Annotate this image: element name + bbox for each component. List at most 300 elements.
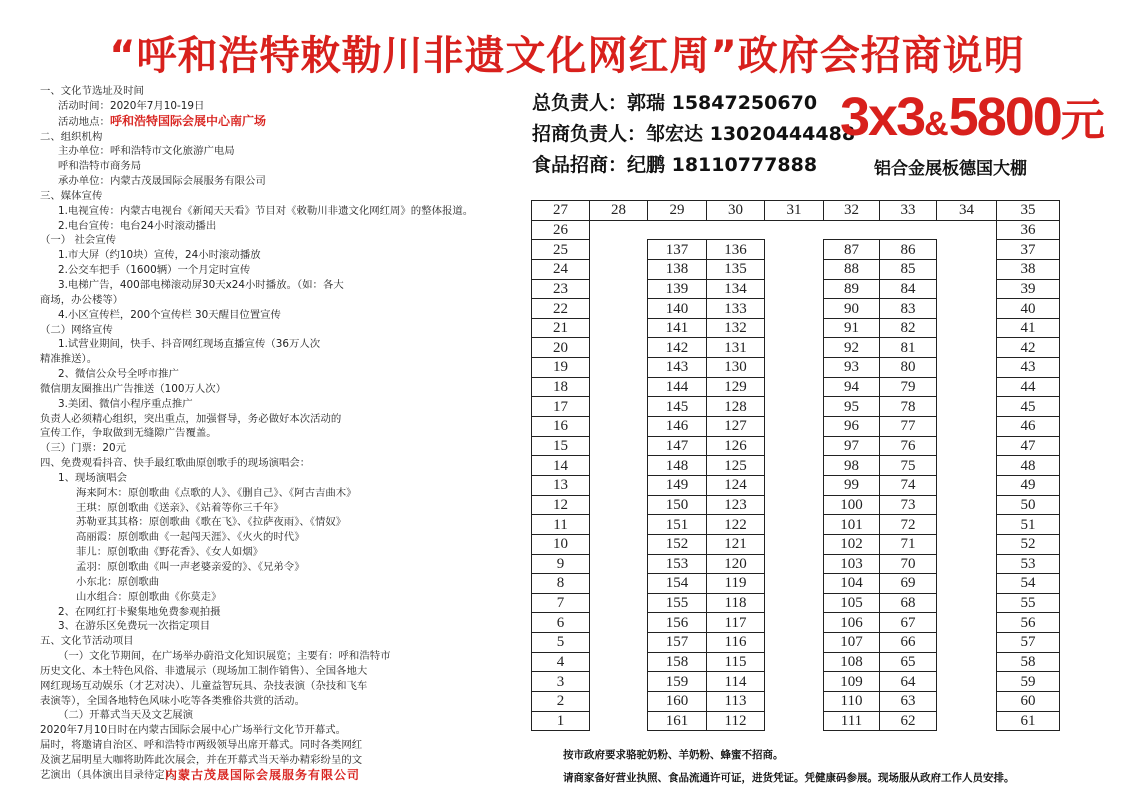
booth-row [532,417,1060,437]
booth-row [532,574,1060,594]
description-line: 网红现场互动娱乐（才艺对决）、儿童益智玩具、杂技表演（杂技和飞车 [40,679,368,692]
booth-cell: 158 [648,652,707,672]
booth-cell [765,475,824,495]
description-line: 微信朋友圈推出广告推送（100万人次） [40,382,227,395]
booth-cell [937,436,997,456]
booth-cell: 133 [707,299,765,319]
booth-cell: 4 [532,652,590,672]
booth-cell: 139 [648,279,707,299]
booth-cell: 50 [997,495,1060,515]
booth-cell: 108 [824,652,880,672]
booth-cell: 156 [648,613,707,633]
booth-cell [824,220,880,240]
description-line: 小东北：原创歌曲 [76,575,160,588]
tent-label: 铝合金展板德国大棚 [874,159,1027,179]
booth-cell [937,652,997,672]
booth-cell: 65 [880,652,937,672]
booth-cell [937,692,997,712]
description-line: 商场，办公楼等） [40,293,124,306]
booth-cell [937,672,997,692]
description-line: 表演等），全国各地特色风味小吃等各类雅俗共赏的活动。 [40,694,305,707]
booth-row [532,318,1060,338]
booth-cell: 15 [532,436,590,456]
booth-cell [590,672,648,692]
booth-cell: 29 [648,201,707,221]
booth-row [532,633,1060,653]
description-line: 1、现场演唱会 [58,471,127,484]
booth-cell [937,456,997,476]
booth-cell [937,338,997,358]
booth-cell: 106 [824,613,880,633]
contact-general-manager: 总负责人：郭瑞 15847250670 [532,92,818,114]
booth-cell: 136 [707,240,765,260]
description-line: 高丽霞：原创歌曲《一起闯天涯》、《火火的时代》 [76,531,305,544]
description-line: 2、微信公众号全呼市推广 [58,368,179,381]
booth-cell: 25 [532,240,590,260]
booth-cell [937,279,997,299]
booth-row [532,456,1060,476]
description-line: 3、在游乐区免费玩一次指定项目 [58,620,211,633]
description-line: 及演艺届明星大咖将助阵此次展会，并在开幕式当天举办精彩纷呈的文 [40,753,363,766]
note-requirements: 请商家备好营业执照、食品流通许可证，进货凭证。凭健康码参展。现场服从政府工作人员安排。 [563,772,1015,784]
booth-cell: 33 [880,201,937,221]
booth-cell [590,279,648,299]
booth-cell: 16 [532,417,590,437]
booth-cell [937,259,997,279]
booth-cell [590,456,648,476]
description-line: 负责人必须精心组织，突出重点，加强督导，务必做好本次活动的 [40,412,342,425]
booth-cell: 3 [532,672,590,692]
booth-cell: 143 [648,358,707,378]
booth-row [532,377,1060,397]
booth-cell [765,299,824,319]
booth-cell [765,436,824,456]
booth-cell: 138 [648,259,707,279]
booth-cell: 23 [532,279,590,299]
booth-cell: 35 [997,201,1060,221]
description-line: 1.试营业期间，快手、抖音网红现场直播宣传（36万人次 [58,338,321,351]
booth-cell: 14 [532,456,590,476]
booth-cell: 18 [532,377,590,397]
booth-cell: 137 [648,240,707,260]
booth-cell: 60 [997,692,1060,712]
booth-cell [937,397,997,417]
booth-cell: 2 [532,692,590,712]
booth-cell: 114 [707,672,765,692]
booth-cell [765,495,824,515]
booth-cell [937,633,997,653]
booth-cell: 7 [532,593,590,613]
description-line: 2.电台宣传：电台24小时滚动播出 [58,219,217,232]
booth-cell: 72 [880,515,937,535]
booth-cell: 161 [648,711,707,731]
booth-cell [765,240,824,260]
booth-cell: 37 [997,240,1060,260]
description-line: 2.公交车把手（1600辆）一个月定时宣传 [58,264,251,277]
booth-cell: 70 [880,554,937,574]
notes [563,744,1015,790]
booth-cell [765,574,824,594]
booth-cell: 86 [880,240,937,260]
description-line: 活动地点：呼和浩特国际会展中心南广场 [58,113,266,128]
booth-row [532,220,1060,240]
description-line: 五、文化节活动项目 [40,635,134,648]
description-line: 承办单位：内蒙古茂晟国际会展服务有限公司 [58,175,266,188]
booth-cell: 124 [707,475,765,495]
booth-cell [937,534,997,554]
booth-cell: 52 [997,534,1060,554]
booth-cell: 77 [880,417,937,437]
booth-cell: 152 [648,534,707,554]
booth-cell: 21 [532,318,590,338]
booth-cell [937,515,997,535]
booth-cell: 49 [997,475,1060,495]
booth-cell: 129 [707,377,765,397]
description-line: 艺演出（具体演出目录待定）。 [40,768,181,781]
booth-cell: 11 [532,515,590,535]
description-line: 呼和浩特市商务局 [58,160,142,173]
booth-cell: 97 [824,436,880,456]
booth-row [532,692,1060,712]
booth-cell: 28 [590,201,648,221]
booth-cell: 149 [648,475,707,495]
booth-row [532,593,1060,613]
booth-cell [765,279,824,299]
booth-cell [590,358,648,378]
booth-cell [765,377,824,397]
booth-row [532,652,1060,672]
booth-cell: 110 [824,692,880,712]
booth-cell: 118 [707,593,765,613]
booth-cell: 24 [532,259,590,279]
booth-row [532,436,1060,456]
booth-cell: 75 [880,456,937,476]
booth-cell: 119 [707,574,765,594]
booth-cell [765,220,824,240]
booth-cell: 66 [880,633,937,653]
booth-cell: 81 [880,338,937,358]
booth-cell [590,259,648,279]
booth-row [532,534,1060,554]
booth-cell [937,358,997,378]
booth-cell: 120 [707,554,765,574]
booth-cell: 51 [997,515,1060,535]
booth-row-top [532,201,1060,221]
booth-cell [590,220,648,240]
booth-cell: 40 [997,299,1060,319]
booth-cell: 47 [997,436,1060,456]
booth-cell [590,515,648,535]
booth-cell [937,554,997,574]
booth-cell: 61 [997,711,1060,731]
booth-cell [765,692,824,712]
booth-row [532,397,1060,417]
booth-cell [590,475,648,495]
booth-cell [707,220,765,240]
description-line: （二）开幕式当天及文艺展演 [58,709,194,722]
booth-cell: 36 [997,220,1060,240]
booth-cell [590,554,648,574]
booth-cell [765,593,824,613]
booth-cell [937,240,997,260]
description-line: 4.小区宣传栏，200个宣传栏 30天醒目位置宣传 [58,308,281,321]
description-line: 二、组织机构 [40,130,103,143]
booth-cell: 63 [880,692,937,712]
description-line: 主办单位：呼和浩特市文化旅游广电局 [58,145,235,158]
booth-cell [937,574,997,594]
booth-cell: 95 [824,397,880,417]
booth-cell [765,534,824,554]
booth-cell: 55 [997,593,1060,613]
booth-cell [765,259,824,279]
booth-row [532,358,1060,378]
booth-cell [590,613,648,633]
booth-cell: 102 [824,534,880,554]
booth-cell: 107 [824,633,880,653]
booth-cell: 26 [532,220,590,240]
booth-cell: 91 [824,318,880,338]
booth-cell [937,495,997,515]
booth-cell [590,377,648,397]
booth-cell: 113 [707,692,765,712]
description-line: 四、免费观看抖音、快手最红歌曲原创歌手的现场演唱会： [40,457,311,470]
booth-cell: 151 [648,515,707,535]
booth-layout-grid [531,200,1060,731]
booth-cell [590,633,648,653]
booth-cell: 153 [648,554,707,574]
booth-row [532,475,1060,495]
booth-row [532,672,1060,692]
booth-cell: 159 [648,672,707,692]
booth-cell [765,318,824,338]
page-title: “呼和浩特敕勒川非遗文化网红周”政府会招商说明 [109,33,1025,79]
booth-cell [765,456,824,476]
booth-cell: 9 [532,554,590,574]
booth-cell: 141 [648,318,707,338]
booth-cell: 150 [648,495,707,515]
booth-cell [648,220,707,240]
booth-cell: 121 [707,534,765,554]
booth-cell [590,574,648,594]
booth-cell: 76 [880,436,937,456]
booth-cell [590,417,648,437]
booth-cell: 148 [648,456,707,476]
description-line: 届时，将邀请自治区、呼和浩特市两级领导出席开幕式。同时各类网红 [40,739,363,752]
booth-cell: 57 [997,633,1060,653]
price-unit: 元 [1060,96,1105,145]
booth-cell [590,436,648,456]
description-line: 3.美团、微信小程序重点推广 [58,397,193,410]
booth-cell: 93 [824,358,880,378]
booth-cell: 8 [532,574,590,594]
booth-cell: 79 [880,377,937,397]
booth-size: 3x3 [840,87,925,147]
booth-cell: 30 [707,201,765,221]
booth-cell: 115 [707,652,765,672]
booth-cell [590,652,648,672]
booth-row [532,613,1060,633]
booth-cell [937,318,997,338]
description-line: 1.市大屏（约10块）宣传，24小时滚动播放 [58,249,261,262]
booth-cell: 34 [937,201,997,221]
description-line: 菲儿：原创歌曲《野花香》、《女人如烟》 [76,546,264,559]
booth-cell: 83 [880,299,937,319]
booth-cell [765,338,824,358]
event-location: 呼和浩特国际会展中心南广场 [109,113,266,128]
booth-cell: 100 [824,495,880,515]
booth-cell: 135 [707,259,765,279]
booth-cell: 89 [824,279,880,299]
booth-cell: 104 [824,574,880,594]
booth-cell: 56 [997,613,1060,633]
description-line: 三、媒体宣传 [40,189,103,202]
booth-cell: 155 [648,593,707,613]
description-line: 山水组合：原创歌曲《你莫走》 [76,590,222,603]
booth-cell [765,554,824,574]
booth-cell: 22 [532,299,590,319]
booth-cell [880,220,937,240]
booth-cell: 84 [880,279,937,299]
booth-cell: 38 [997,259,1060,279]
booth-row [532,711,1060,731]
description-line: 一、文化节选址及时间 [40,85,144,97]
booth-cell: 59 [997,672,1060,692]
booth-cell: 71 [880,534,937,554]
booth-cell [765,515,824,535]
booth-cell: 27 [532,201,590,221]
booth-cell [937,299,997,319]
booth-cell: 140 [648,299,707,319]
booth-cell [937,711,997,731]
description-line: 活动时间：2020年7月10-19日 [58,99,205,112]
booth-cell: 94 [824,377,880,397]
booth-cell [765,417,824,437]
booth-cell: 62 [880,711,937,731]
booth-cell [765,711,824,731]
booth-cell: 12 [532,495,590,515]
description-line: 海来阿木：原创歌曲《点歌的人》、《删自己》、《阿古吉曲木》 [76,486,357,499]
booth-cell [765,652,824,672]
booth-cell: 85 [880,259,937,279]
booth-cell: 99 [824,475,880,495]
booth-price [840,84,1105,148]
booth-cell [765,613,824,633]
booth-cell [937,377,997,397]
note-restriction: 按市政府要求骆驼奶粉、羊奶粉、蜂蜜不招商。 [563,749,784,761]
booth-cell [590,299,648,319]
organizer-company: 内蒙古茂晟国际会展服务有限公司 [165,768,361,782]
booth-cell [937,613,997,633]
booth-cell: 42 [997,338,1060,358]
booth-cell [937,475,997,495]
booth-cell: 126 [707,436,765,456]
booth-cell: 132 [707,318,765,338]
description-line: （一） 社会宣传 [40,234,117,247]
booth-cell: 112 [707,711,765,731]
booth-cell: 20 [532,338,590,358]
booth-cell [590,240,648,260]
booth-row [532,279,1060,299]
booth-cell [590,593,648,613]
description-line: 2、在网红打卡聚集地免费参观拍摄 [58,605,221,618]
booth-cell: 46 [997,417,1060,437]
description-line: 2020年7月10日时在内蒙古国际会展中心广场举行文化节开幕式。 [40,724,347,737]
description-line: 3.电梯广告，400部电梯滚动屏30天x24小时播放。（如：各大 [58,278,344,291]
booth-cell: 117 [707,613,765,633]
booth-cell [590,692,648,712]
description-line: 精准推送）。 [40,353,98,366]
booth-cell: 78 [880,397,937,417]
booth-cell: 144 [648,377,707,397]
booth-row [532,515,1060,535]
contact-food-investment: 食品招商：纪鹏 18110777888 [532,154,818,176]
booth-cell: 54 [997,574,1060,594]
booth-cell: 48 [997,456,1060,476]
booth-cell: 90 [824,299,880,319]
booth-cell: 41 [997,318,1060,338]
booth-cell: 10 [532,534,590,554]
booth-cell: 82 [880,318,937,338]
booth-cell: 116 [707,633,765,653]
booth-cell: 43 [997,358,1060,378]
booth-cell [590,318,648,338]
description-line: 历史文化、本土特色风俗、非遗展示（现场加工制作销售）、全国各地大 [40,664,368,677]
booth-cell [937,417,997,437]
booth-cell: 1 [532,711,590,731]
booth-cell: 68 [880,593,937,613]
booth-cell: 6 [532,613,590,633]
booth-cell: 39 [997,279,1060,299]
booth-cell: 69 [880,574,937,594]
booth-cell [765,358,824,378]
booth-cell: 146 [648,417,707,437]
booth-row [532,554,1060,574]
booth-cell [590,534,648,554]
booth-row [532,259,1060,279]
booth-cell: 44 [997,377,1060,397]
description-line: （二）网络宣传 [40,323,113,336]
description-line: 王琪：原创歌曲《送亲》、《站着等你三千年》 [76,501,284,514]
booth-cell: 103 [824,554,880,574]
event-description [40,84,502,783]
booth-cell [765,633,824,653]
booth-cell: 105 [824,593,880,613]
booth-cell: 45 [997,397,1060,417]
description-line: （三）门票：20元 [40,442,126,455]
description-line: （一）文化节期间，在广场举办蔚沿文化知识展览；主要有：呼和浩特市 [58,650,391,663]
booth-cell: 131 [707,338,765,358]
booth-cell: 154 [648,574,707,594]
booth-cell: 5 [532,633,590,653]
booth-cell [765,672,824,692]
booth-cell [765,397,824,417]
booth-cell: 145 [648,397,707,417]
booth-cell: 134 [707,279,765,299]
booth-row [532,299,1060,319]
booth-cell: 142 [648,338,707,358]
description-line: 苏勒亚其其格：原创歌曲《歌在飞》、《拉萨夜雨》、《情奴》 [76,516,347,529]
price-amount: 5800 [948,87,1061,147]
booth-cell [590,338,648,358]
booth-row [532,240,1060,260]
booth-cell: 67 [880,613,937,633]
booth-cell: 74 [880,475,937,495]
booth-cell: 92 [824,338,880,358]
booth-cell: 73 [880,495,937,515]
booth-cell [590,495,648,515]
booth-row [532,495,1060,515]
booth-cell: 58 [997,652,1060,672]
